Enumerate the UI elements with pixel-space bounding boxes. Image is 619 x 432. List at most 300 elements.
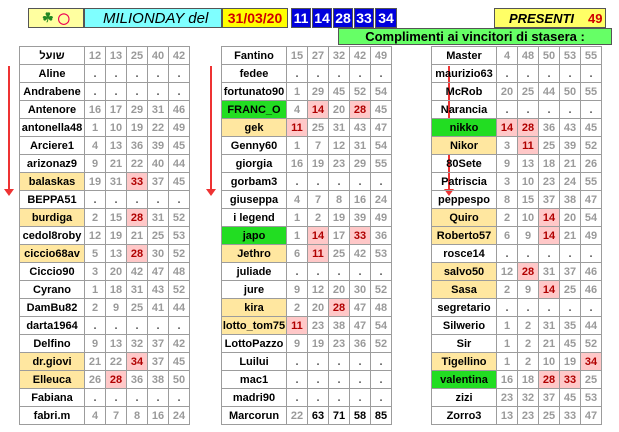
player-number: . xyxy=(169,65,190,83)
player-number: . xyxy=(106,191,127,209)
player-name: Nikor xyxy=(432,137,497,155)
player-number: . xyxy=(329,173,350,191)
player-number: 1 xyxy=(85,281,106,299)
player-number: 12 xyxy=(329,137,350,155)
table-row xyxy=(20,155,190,173)
player-number: 14 xyxy=(539,227,560,245)
player-number: 9 xyxy=(85,155,106,173)
player-number: 55 xyxy=(581,173,602,191)
player-number: . xyxy=(518,245,539,263)
player-number: 25 xyxy=(127,47,148,65)
player-number: 8 xyxy=(329,191,350,209)
player-number: 45 xyxy=(169,173,190,191)
player-number: 21 xyxy=(539,335,560,353)
player-number: 7 xyxy=(106,407,127,425)
table-row xyxy=(20,191,190,209)
table-row xyxy=(222,245,392,263)
player-number: 9 xyxy=(106,299,127,317)
player-number: . xyxy=(371,353,392,371)
player-number: 45 xyxy=(329,83,350,101)
player-number: . xyxy=(329,389,350,407)
player-number: . xyxy=(308,263,329,281)
player-number: 16 xyxy=(287,155,308,173)
player-number: 53 xyxy=(371,245,392,263)
player-number: 2 xyxy=(497,281,518,299)
table-row xyxy=(222,299,392,317)
player-number: . xyxy=(85,83,106,101)
player-name: balaskas xyxy=(20,173,85,191)
player-number: . xyxy=(497,299,518,317)
player-number: . xyxy=(127,389,148,407)
player-number: 11 xyxy=(287,317,308,335)
player-number: 50 xyxy=(560,83,581,101)
players-table-3 xyxy=(431,46,602,425)
player-number: 19 xyxy=(106,227,127,245)
rainbow-icon: ◯ xyxy=(57,12,70,25)
player-number: 22 xyxy=(106,353,127,371)
table-row xyxy=(432,65,602,83)
player-number: 36 xyxy=(539,119,560,137)
player-number: 19 xyxy=(85,173,106,191)
player-number: 31 xyxy=(148,101,169,119)
player-number: 4 xyxy=(287,101,308,119)
table-row xyxy=(20,227,190,245)
player-number: 2 xyxy=(85,209,106,227)
player-name: McRob xyxy=(432,83,497,101)
player-number: 8 xyxy=(127,407,148,425)
player-number: 25 xyxy=(308,119,329,137)
player-name: Marcorun xyxy=(222,407,287,425)
player-number: 25 xyxy=(539,407,560,425)
player-name: BEPPA51 xyxy=(20,191,85,209)
player-number: 24 xyxy=(169,407,190,425)
player-name: DamBu82 xyxy=(20,299,85,317)
player-number: . xyxy=(371,173,392,191)
player-name: Andrabene xyxy=(20,83,85,101)
player-name: Arciere1 xyxy=(20,137,85,155)
player-name: segretario xyxy=(432,299,497,317)
player-number: 20 xyxy=(106,263,127,281)
player-name: maurizio63 xyxy=(432,65,497,83)
player-number: 33 xyxy=(560,371,581,389)
player-name: peppespo xyxy=(432,191,497,209)
player-number: 13 xyxy=(106,245,127,263)
player-number: 22 xyxy=(148,119,169,137)
player-number: 9 xyxy=(518,281,539,299)
player-name: zizi xyxy=(432,389,497,407)
player-number: 54 xyxy=(371,137,392,155)
table-row xyxy=(20,101,190,119)
player-number: . xyxy=(106,83,127,101)
player-number: . xyxy=(127,191,148,209)
player-number: 6 xyxy=(497,227,518,245)
table-row xyxy=(20,245,190,263)
player-number: 28 xyxy=(106,371,127,389)
player-name: FRANC_O xyxy=(222,101,287,119)
player-number: 3 xyxy=(497,137,518,155)
player-number: 37 xyxy=(539,191,560,209)
player-number: 45 xyxy=(581,119,602,137)
compliments-banner: Complimenti ai vincitori di stasera : xyxy=(338,28,612,45)
player-number: 11 xyxy=(518,137,539,155)
player-number: . xyxy=(539,299,560,317)
player-number: 37 xyxy=(148,335,169,353)
player-number: 19 xyxy=(329,209,350,227)
table-row xyxy=(222,389,392,407)
player-number: 18 xyxy=(106,281,127,299)
table-row xyxy=(20,83,190,101)
presenti-label: PRESENTI xyxy=(509,10,575,26)
player-number: . xyxy=(581,245,602,263)
player-number: 36 xyxy=(371,227,392,245)
presenti-box xyxy=(494,8,606,28)
player-number: . xyxy=(106,317,127,335)
table-row xyxy=(222,227,392,245)
player-number: 23 xyxy=(518,407,539,425)
player-number: 49 xyxy=(581,227,602,245)
player-number: 39 xyxy=(148,137,169,155)
player-number: 3 xyxy=(85,263,106,281)
player-number: 47 xyxy=(148,263,169,281)
player-number: 40 xyxy=(148,155,169,173)
player-number: 20 xyxy=(329,281,350,299)
player-name: fabri.m xyxy=(20,407,85,425)
table-row xyxy=(432,83,602,101)
presenti-count: 49 xyxy=(588,10,603,26)
player-number: 42 xyxy=(169,47,190,65)
player-number: . xyxy=(169,317,190,335)
player-name: japo xyxy=(222,227,287,245)
table-row xyxy=(432,407,602,425)
player-number: 32 xyxy=(127,335,148,353)
table-row xyxy=(20,389,190,407)
player-name: Roberto57 xyxy=(432,227,497,245)
player-number: . xyxy=(287,263,308,281)
player-number: . xyxy=(329,65,350,83)
player-number: . xyxy=(148,191,169,209)
player-number: 46 xyxy=(169,101,190,119)
player-name: 80Sete xyxy=(432,155,497,173)
player-number: 23 xyxy=(539,173,560,191)
table-row xyxy=(432,263,602,281)
player-number: 49 xyxy=(371,47,392,65)
player-number: 32 xyxy=(518,389,539,407)
player-number: 52 xyxy=(350,83,371,101)
table-row xyxy=(222,371,392,389)
player-name: giuseppa xyxy=(222,191,287,209)
player-name: salvo50 xyxy=(432,263,497,281)
table-row xyxy=(432,137,602,155)
player-number: . xyxy=(581,65,602,83)
player-number: 9 xyxy=(85,335,106,353)
player-number: . xyxy=(581,101,602,119)
player-number: 38 xyxy=(560,191,581,209)
player-number: . xyxy=(539,101,560,119)
player-number: . xyxy=(539,245,560,263)
player-name: valentina xyxy=(432,371,497,389)
player-number: 1 xyxy=(287,209,308,227)
player-number: 4 xyxy=(287,191,308,209)
player-name: dr.giovi xyxy=(20,353,85,371)
player-name: darta1964 xyxy=(20,317,85,335)
player-number: . xyxy=(85,65,106,83)
player-number: 21 xyxy=(106,155,127,173)
player-number: 25 xyxy=(127,299,148,317)
player-name: Sir xyxy=(432,335,497,353)
player-number: . xyxy=(350,173,371,191)
table-row xyxy=(432,47,602,65)
player-number: 44 xyxy=(169,155,190,173)
player-number: 52 xyxy=(581,137,602,155)
player-name: Aline xyxy=(20,65,85,83)
player-number: 25 xyxy=(539,137,560,155)
player-number: 18 xyxy=(518,371,539,389)
player-name: mac1 xyxy=(222,371,287,389)
player-number: 54 xyxy=(581,209,602,227)
player-number: 39 xyxy=(560,137,581,155)
player-number: 1 xyxy=(497,353,518,371)
player-name: Fabiana xyxy=(20,389,85,407)
player-name: Antenore xyxy=(20,101,85,119)
table-row xyxy=(20,137,190,155)
table-row xyxy=(20,353,190,371)
players-table-1 xyxy=(19,46,190,425)
player-number: 31 xyxy=(106,173,127,191)
player-number: 14 xyxy=(308,227,329,245)
table-row xyxy=(20,281,190,299)
player-name: Sasa xyxy=(432,281,497,299)
player-name: Delfino xyxy=(20,335,85,353)
table-row xyxy=(432,101,602,119)
player-number: 28 xyxy=(127,245,148,263)
player-number: 3 xyxy=(497,173,518,191)
player-number: 33 xyxy=(350,227,371,245)
table-row xyxy=(432,353,602,371)
player-number: 31 xyxy=(539,317,560,335)
player-number: 7 xyxy=(308,191,329,209)
player-number: . xyxy=(287,173,308,191)
table-row xyxy=(222,353,392,371)
player-name: Elleuca xyxy=(20,371,85,389)
player-number: 53 xyxy=(581,389,602,407)
player-number: 14 xyxy=(539,209,560,227)
down-arrow-icon xyxy=(210,66,212,190)
table-row xyxy=(222,281,392,299)
player-number: 42 xyxy=(169,335,190,353)
player-number: . xyxy=(127,83,148,101)
player-number: 2 xyxy=(85,299,106,317)
player-number: 25 xyxy=(329,245,350,263)
player-number: 29 xyxy=(127,101,148,119)
player-number: 50 xyxy=(169,371,190,389)
player-number: 28 xyxy=(518,263,539,281)
player-number: . xyxy=(329,371,350,389)
player-number: 13 xyxy=(106,335,127,353)
player-number: 63 xyxy=(308,407,329,425)
table-row xyxy=(222,47,392,65)
player-number: . xyxy=(169,389,190,407)
player-number: 38 xyxy=(329,317,350,335)
player-number: 44 xyxy=(539,83,560,101)
player-number: 25 xyxy=(518,83,539,101)
player-number: 9 xyxy=(287,335,308,353)
player-number: . xyxy=(148,65,169,83)
player-number: 1 xyxy=(497,335,518,353)
player-number: 29 xyxy=(308,83,329,101)
player-number: 45 xyxy=(169,353,190,371)
player-number: 47 xyxy=(581,407,602,425)
player-number: 41 xyxy=(148,299,169,317)
table-row xyxy=(432,119,602,137)
player-number: 16 xyxy=(148,407,169,425)
player-number: 12 xyxy=(497,263,518,281)
player-number: 13 xyxy=(518,155,539,173)
player-number: 21 xyxy=(127,227,148,245)
player-number: . xyxy=(169,83,190,101)
player-name: Luilui xyxy=(222,353,287,371)
table-row xyxy=(432,281,602,299)
table-row xyxy=(222,155,392,173)
player-name: kira xyxy=(222,299,287,317)
player-number: . xyxy=(560,65,581,83)
player-name: rosce14 xyxy=(432,245,497,263)
player-number: 52 xyxy=(169,245,190,263)
player-name: Master xyxy=(432,47,497,65)
player-name: Patriscia xyxy=(432,173,497,191)
player-number: . xyxy=(518,65,539,83)
player-number: 52 xyxy=(169,209,190,227)
player-number: 9 xyxy=(518,227,539,245)
player-number: 48 xyxy=(518,47,539,65)
player-number: . xyxy=(350,263,371,281)
player-name: gek xyxy=(222,119,287,137)
player-number: . xyxy=(497,101,518,119)
player-number: 8 xyxy=(497,191,518,209)
player-number: . xyxy=(85,317,106,335)
player-number: 55 xyxy=(581,47,602,65)
player-number: . xyxy=(371,65,392,83)
drawn-number: 11 xyxy=(291,8,311,28)
player-number: . xyxy=(287,389,308,407)
table-row xyxy=(432,173,602,191)
table-row xyxy=(432,245,602,263)
player-number: 13 xyxy=(106,137,127,155)
player-name: Silwerio xyxy=(432,317,497,335)
player-number: 5 xyxy=(85,245,106,263)
player-name: LottoPazzo xyxy=(222,335,287,353)
player-number: 47 xyxy=(581,191,602,209)
player-number: . xyxy=(85,191,106,209)
player-number: . xyxy=(287,353,308,371)
player-number: 10 xyxy=(539,353,560,371)
player-number: 4 xyxy=(497,47,518,65)
player-number: . xyxy=(106,65,127,83)
player-name: jure xyxy=(222,281,287,299)
player-name: ciccio68av xyxy=(20,245,85,263)
clover-icon: ☘ xyxy=(42,10,54,25)
table-row xyxy=(20,209,190,227)
player-number: 19 xyxy=(560,353,581,371)
player-number: 11 xyxy=(287,119,308,137)
table-row xyxy=(432,209,602,227)
player-number: 21 xyxy=(85,353,106,371)
player-number: . xyxy=(287,65,308,83)
table-row xyxy=(20,65,190,83)
table-row xyxy=(222,137,392,155)
player-number: 49 xyxy=(371,209,392,227)
player-number: 46 xyxy=(581,263,602,281)
player-name: cedol8roby xyxy=(20,227,85,245)
player-name: Quiro xyxy=(432,209,497,227)
player-number: 28 xyxy=(350,101,371,119)
player-number: 30 xyxy=(148,245,169,263)
page-title: MILIONDAY del xyxy=(84,8,222,28)
player-number: . xyxy=(106,389,127,407)
player-number: 23 xyxy=(308,317,329,335)
player-number: 31 xyxy=(329,119,350,137)
player-number: . xyxy=(127,317,148,335)
table-row xyxy=(222,335,392,353)
player-number: . xyxy=(539,65,560,83)
player-number: 43 xyxy=(350,119,371,137)
table-row xyxy=(20,263,190,281)
player-number: 1 xyxy=(287,227,308,245)
table-row xyxy=(432,227,602,245)
player-number: 18 xyxy=(539,155,560,173)
player-number: 20 xyxy=(497,83,518,101)
player-number: 48 xyxy=(169,263,190,281)
player-number: 42 xyxy=(350,47,371,65)
drawn-number: 14 xyxy=(312,8,332,28)
player-number: . xyxy=(308,389,329,407)
player-number: 2 xyxy=(518,335,539,353)
player-number: 39 xyxy=(350,209,371,227)
table-row xyxy=(20,317,190,335)
player-number: 27 xyxy=(308,47,329,65)
table-row xyxy=(432,191,602,209)
player-number: . xyxy=(148,389,169,407)
player-number: 2 xyxy=(518,317,539,335)
player-number: 36 xyxy=(127,137,148,155)
player-name: i legend xyxy=(222,209,287,227)
player-number: 21 xyxy=(560,155,581,173)
player-number: 38 xyxy=(148,371,169,389)
player-number: 1 xyxy=(85,119,106,137)
player-number: 24 xyxy=(560,173,581,191)
player-name: fedee xyxy=(222,65,287,83)
player-number: 53 xyxy=(169,227,190,245)
drawn-number: 34 xyxy=(375,8,397,28)
player-number: 19 xyxy=(308,155,329,173)
player-name: Fantino xyxy=(222,47,287,65)
player-number: 37 xyxy=(148,173,169,191)
player-number: 25 xyxy=(560,281,581,299)
player-number: 25 xyxy=(148,227,169,245)
player-number: . xyxy=(329,353,350,371)
drawn-number: 33 xyxy=(354,8,374,28)
player-name: gorbam3 xyxy=(222,173,287,191)
player-number: 19 xyxy=(127,119,148,137)
player-number: . xyxy=(350,371,371,389)
player-number: 45 xyxy=(560,335,581,353)
player-name: juliade xyxy=(222,263,287,281)
player-number: 14 xyxy=(308,101,329,119)
player-number: . xyxy=(308,371,329,389)
player-number: 22 xyxy=(127,155,148,173)
player-number: 10 xyxy=(106,119,127,137)
player-number: 28 xyxy=(539,371,560,389)
player-number: 52 xyxy=(581,335,602,353)
